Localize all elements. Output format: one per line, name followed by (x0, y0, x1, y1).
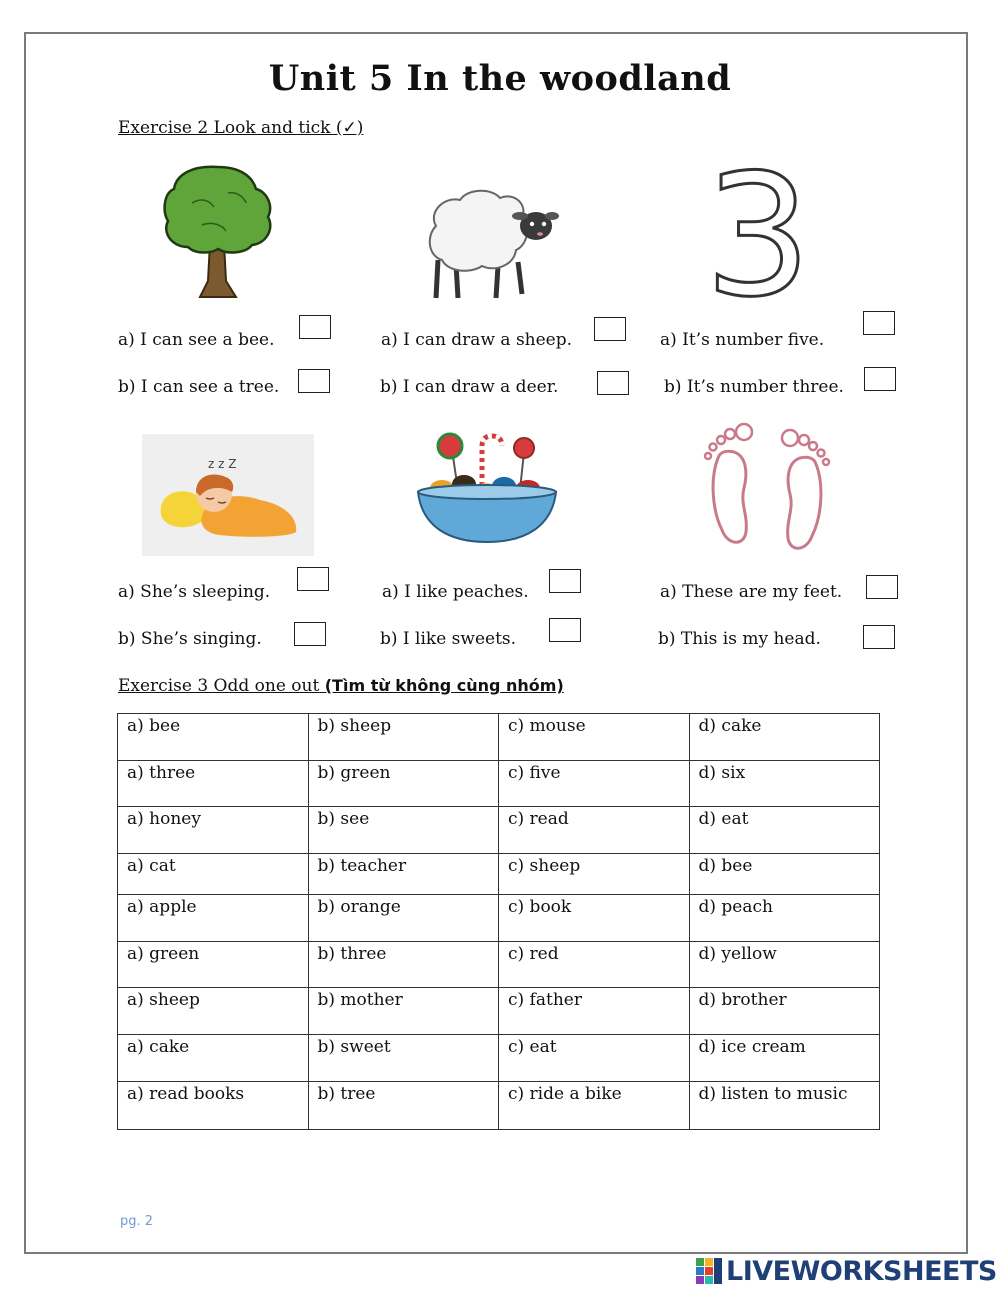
table-row (118, 854, 880, 895)
table-row (118, 1035, 880, 1082)
table-row (118, 942, 880, 988)
table-cell: d) ice cream (689, 1035, 880, 1082)
option-feet-a: a) These are my feet. (660, 582, 843, 602)
sleeping-girl-picture (142, 434, 314, 556)
table-cell: b) green (308, 761, 499, 807)
table-cell: c) mouse (499, 714, 690, 761)
table-cell: b) mother (308, 988, 499, 1035)
table-cell: b) orange (308, 895, 499, 942)
tick-box-number-b[interactable] (864, 367, 896, 391)
feet-picture (700, 418, 834, 558)
table-cell: a) read books (118, 1082, 309, 1130)
table-cell: b) teacher (308, 854, 499, 895)
table-cell: d) yellow (689, 942, 880, 988)
table-cell: b) sweet (308, 1035, 499, 1082)
table-cell: a) three (118, 761, 309, 807)
liveworksheets-logo (696, 1255, 997, 1287)
table-row (118, 895, 880, 942)
table-cell: a) sheep (118, 988, 309, 1035)
tree-picture (162, 163, 274, 303)
option-sheep-b: b) I can draw a deer. (380, 377, 559, 397)
exercise3-heading-text: Exercise 3 Odd one out (118, 676, 320, 696)
table-cell: b) sheep (308, 714, 499, 761)
option-number-a: a) It’s number five. (660, 330, 825, 350)
tick-box-sweets-b[interactable] (549, 618, 581, 642)
table-cell: c) ride a bike (499, 1082, 690, 1130)
table-cell: a) honey (118, 807, 309, 854)
table-cell: d) bee (689, 854, 880, 895)
table-cell: c) book (499, 895, 690, 942)
tick-box-sheep-a[interactable] (594, 317, 626, 341)
page-number: pg. 2 (120, 1214, 154, 1229)
bowl-of-sweets-picture (412, 430, 562, 550)
exercise2-heading: Exercise 2 Look and tick (✓) (118, 118, 364, 138)
liveworksheets-logo-text: LIVEWORKSHEETS (726, 1255, 997, 1287)
table-cell: c) father (499, 988, 690, 1035)
table-cell: b) tree (308, 1082, 499, 1130)
liveworksheets-logo-icon (696, 1258, 722, 1284)
exercise3-heading (118, 676, 564, 696)
table-row (118, 714, 880, 761)
page-title: Unit 5 In the woodland (268, 58, 732, 99)
tick-box-sleeping-b[interactable] (294, 622, 326, 646)
number-glyph: 3 (708, 160, 808, 300)
table-row (118, 807, 880, 854)
sleep-z-text: z z Z (208, 457, 237, 471)
table-cell: d) six (689, 761, 880, 807)
tick-box-sweets-a[interactable] (549, 569, 581, 593)
table-cell: d) peach (689, 895, 880, 942)
tick-box-tree-b[interactable] (298, 369, 330, 393)
table-cell: a) cake (118, 1035, 309, 1082)
table-row (118, 1082, 880, 1130)
table-row (118, 761, 880, 807)
option-feet-b: b) This is my head. (658, 629, 821, 649)
table-cell: a) bee (118, 714, 309, 761)
option-sleeping-a: a) She’s sleeping. (118, 582, 271, 602)
table-cell: c) red (499, 942, 690, 988)
exercise3-heading-bold: (Tìm từ không cùng nhóm) (324, 676, 564, 695)
table-cell: c) read (499, 807, 690, 854)
odd-one-out-table (117, 713, 880, 1130)
table-cell: d) brother (689, 988, 880, 1035)
tick-box-number-a[interactable] (863, 311, 895, 335)
option-sleeping-b: b) She’s singing. (118, 629, 262, 649)
table-cell: c) five (499, 761, 690, 807)
table-row (118, 988, 880, 1035)
table-cell: d) cake (689, 714, 880, 761)
table-cell: c) sheep (499, 854, 690, 895)
option-sweets-b: b) I like sweets. (380, 629, 517, 649)
table-cell: d) listen to music (689, 1082, 880, 1130)
table-cell: b) three (308, 942, 499, 988)
table-cell: a) cat (118, 854, 309, 895)
table-cell: d) eat (689, 807, 880, 854)
table-cell: a) green (118, 942, 309, 988)
option-tree-b: b) I can see a tree. (118, 377, 280, 397)
sheep-picture (422, 186, 560, 304)
option-sheep-a: a) I can draw a sheep. (381, 330, 573, 350)
option-tree-a: a) I can see a bee. (118, 330, 275, 350)
number-three-picture (708, 160, 808, 300)
tick-box-tree-a[interactable] (299, 315, 331, 339)
tick-box-feet-b[interactable] (863, 625, 895, 649)
tick-box-sheep-b[interactable] (597, 371, 629, 395)
option-sweets-a: a) I like peaches. (382, 582, 529, 602)
tick-box-feet-a[interactable] (866, 575, 898, 599)
tick-box-sleeping-a[interactable] (297, 567, 329, 591)
option-number-b: b) It’s number three. (664, 377, 844, 397)
table-cell: a) apple (118, 895, 309, 942)
table-cell: c) eat (499, 1035, 690, 1082)
table-cell: b) see (308, 807, 499, 854)
